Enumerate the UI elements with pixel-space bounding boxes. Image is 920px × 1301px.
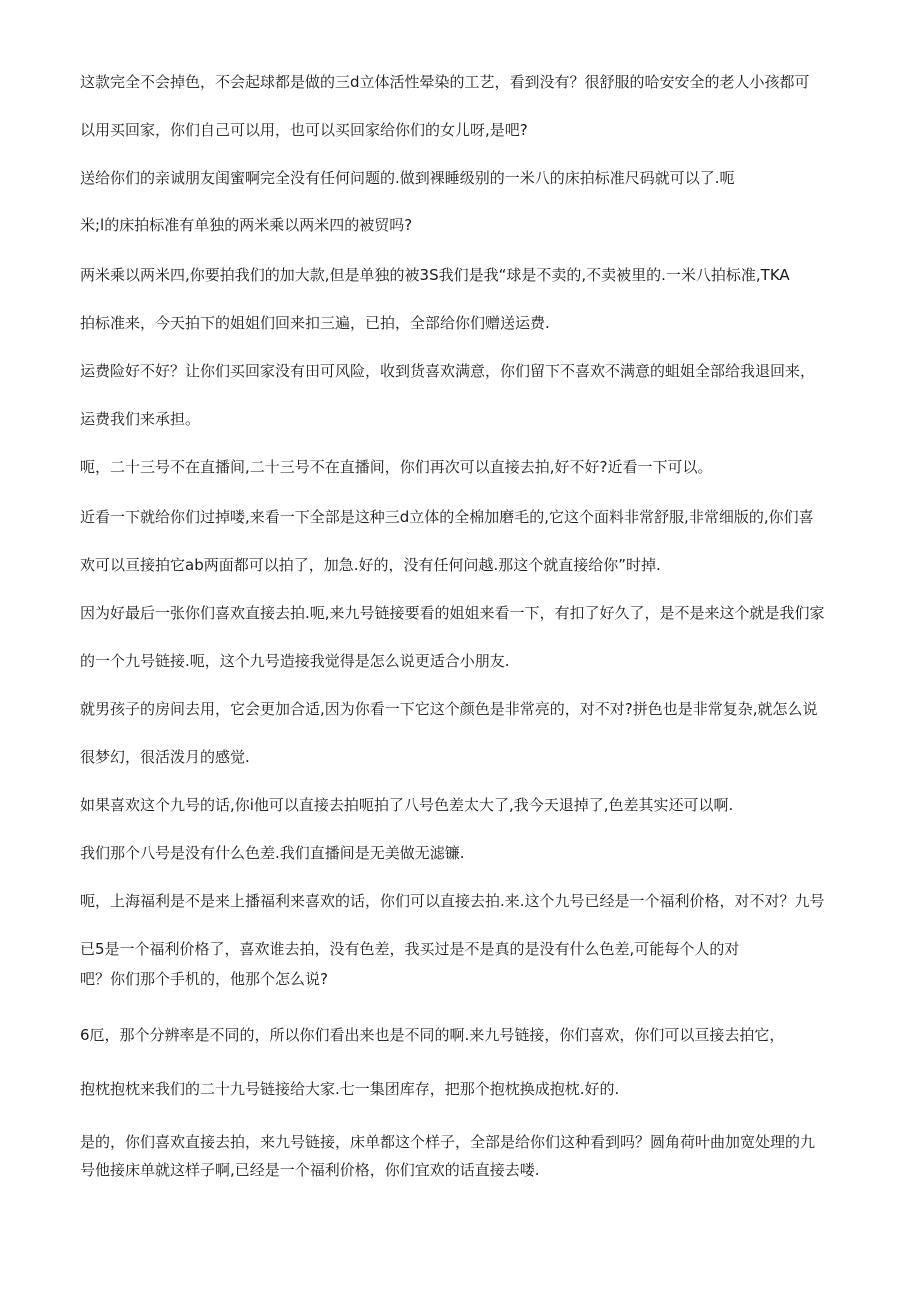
text-line: 抱枕抱枕来我们的二十九号链接给大家.七一集团库存，把那个抱枕换成抱枕.好的.	[80, 1080, 620, 1098]
text-line: 很梦幻，很活泼月的感觉.	[80, 748, 250, 766]
text-line: 两米乘以两米四,你要拍我们的加大款,但是单独的被3S我们是我“球是不卖的,不卖被里的.一米八拍标准,TKA	[80, 266, 790, 284]
text-line: 运费险好不好？让你们买回家没有田可风险，收到货喜欢满意，你们留下不喜欢不满意的蛆姐全部给我退回来，	[80, 362, 816, 380]
text-line: 是的，你们喜欢直接去拍，来九号链接，床单都这个样子，全部是给你们这种看到吗？圆角荷叶曲加宽处理的九	[80, 1133, 816, 1151]
text-line: 以用买回家，你们自己可以用，也可以买回家给你们的女儿呀,是吧?	[80, 121, 528, 139]
text-line: 我们那个八号是没有什么色差.我们直播间是无美做无滤镰.	[80, 844, 465, 862]
text-line: 已5是一个福利价格了，喜欢谁去拍，没有色差，我买过是不是真的是没有什么色差,可能每个人的对	[80, 940, 740, 958]
text-line: 米;l的床拍标准有单独的两米乘以两米四的被贸吗?	[80, 216, 413, 234]
text-line: 呃，二十三号不在直播间,二十三号不在直播间，你们再次可以直接去拍,好不好?近看一下可以。	[80, 458, 713, 476]
text-line: 的一个九号链接.呃，这个九号造接我觉得是怎么说更适合小朋友.	[80, 652, 510, 670]
text-line: 拍标准来，今天拍下的姐姐们回来扣三遍，已拍，全部给你们赠送运费.	[80, 314, 550, 332]
text-line: 送给你们的亲诚朋友闺蜜啊完全没有任何问题的.做到裸睡级别的一米八的床拍标准尺码就可以了.呃	[80, 169, 735, 187]
text-line: 呃，上海福利是不是来上播福利来喜欢的话，你们可以直接去拍.来.这个九号已经是一个福利价格，对不对？九号	[80, 892, 825, 910]
text-line: 这款完全不会掉色，不会起球都是做的三d立体活性晕染的工艺，看到没有？很舒服的哈安安全的老人小孩都可	[80, 73, 810, 91]
text-line: 近看一下就给你们过掉喽,来看一下全部是这种三d立体的全棉加磨毛的,它这个面料非常舒服,非常细版的,你们喜	[80, 508, 814, 526]
text-line: 就男孩子的房间去用，它会更加合适,因为你看一下它这个颜色是非常亮的，对不对?拼色也是非常复杂,就怎么说	[80, 700, 818, 718]
text-line: 欢可以亘接拍它ab两面都可以拍了，加急.好的，没有任何问越.那这个就直接给你”时掉.	[80, 556, 661, 574]
text-line: 号他接床单就这样子啊,已经是一个福利价格，你们宜欢的话直接去喽.	[80, 1161, 540, 1179]
text-line: 6厄，那个分辨率是不同的，所以你们看出来也是不同的啊.来九号链接，你们喜欢，你们可以亘接去拍它，	[80, 1026, 785, 1044]
text-line: 因为好最后一张你们喜欢直接去拍.呃,来九号链接要看的姐姐来看一下，有扣了好久了，是不是来这个就是我们家	[80, 604, 825, 622]
text-line: 如果喜欢这个九号的话,你i他可以直接去拍呃拍了八号色差太大了,我今天退掉了,色差其实还可以啊.	[80, 796, 734, 814]
text-line: 吧？你们那个手机的，他那个怎么说?	[80, 970, 328, 988]
text-line: 运费我们来承担。	[80, 410, 201, 428]
